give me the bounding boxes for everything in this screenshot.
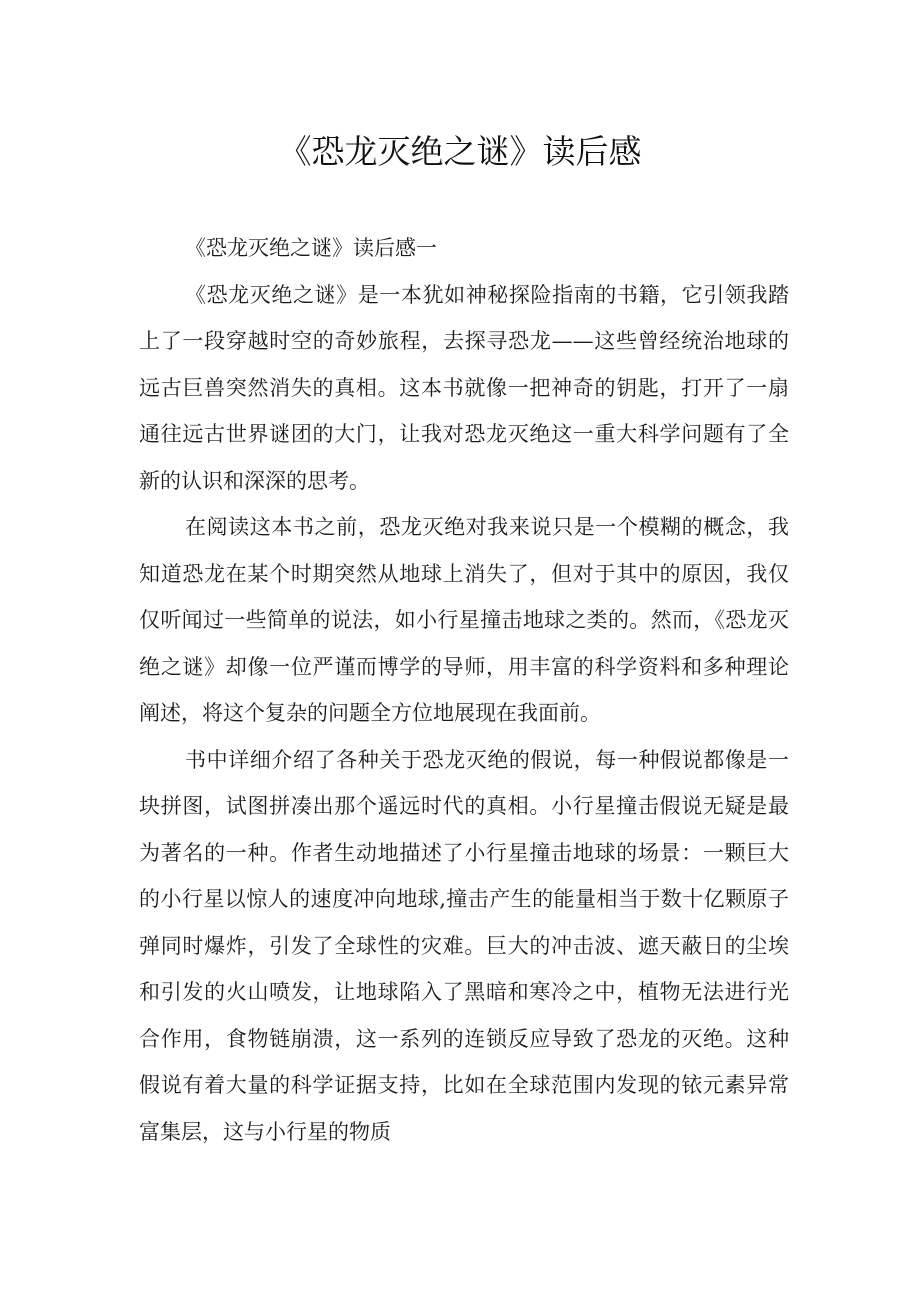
section-subtitle: 《恐龙灭绝之谜》读后感一 xyxy=(185,236,437,260)
paragraph-2: 在阅读这本书之前，恐龙灭绝对我来说只是一个模糊的概念，我知道恐龙在某个时期突然从地球上消失了，但对于其中的原因，我仅仅听闻过一些简单的说法，如小行星撞击地球之类的。然而，《恐龙灭绝之谜》却像一位严谨而博学的导师，用丰富的科学资料和多种理论阐述，将这个复杂的问题全方位地展现在我面前。 xyxy=(139,515,789,725)
paragraph-3: 书中详细介绍了各种关于恐龙灭绝的假说，每一种假说都像是一块拼图，试图拼凑出那个遥远时代的真相。小行星撞击假说无疑是最为著名的一种。作者生动地描述了小行星撞击地球的场景：一颗巨大的小行星以惊人的速度冲向地球,撞击产生的能量相当于数十亿颗原子弹同时爆炸，引发了全球性的灾难。巨大的冲击波、遮天蔽日的尘埃和引发的火山喷发，让地球陷入了黑暗和寒冷之中，植物无法进行光合作用，食物链崩溃，这一系列的连锁反应导致了恐龙的灭绝。这种假说有着大量的科学证据支持，比如在全球范围内发现的铱元素异常富集层，这与小行星的物质 xyxy=(139,747,789,1144)
document-body xyxy=(139,225,789,1155)
document-title: 《恐龙灭绝之谜》读后感 xyxy=(278,132,642,171)
paragraph-1: 《恐龙灭绝之谜》是一本犹如神秘探险指南的书籍，它引领我踏上了一段穿越时空的奇妙旅程，去探寻恐龙——这些曾经统治地球的远古巨兽突然消失的真相。这本书就像一把神奇的钥匙，打开了一扇通往远古世界谜团的大门，让我对恐龙灭绝这一重大科学问题有了全新的认识和深深的思考。 xyxy=(139,282,789,493)
